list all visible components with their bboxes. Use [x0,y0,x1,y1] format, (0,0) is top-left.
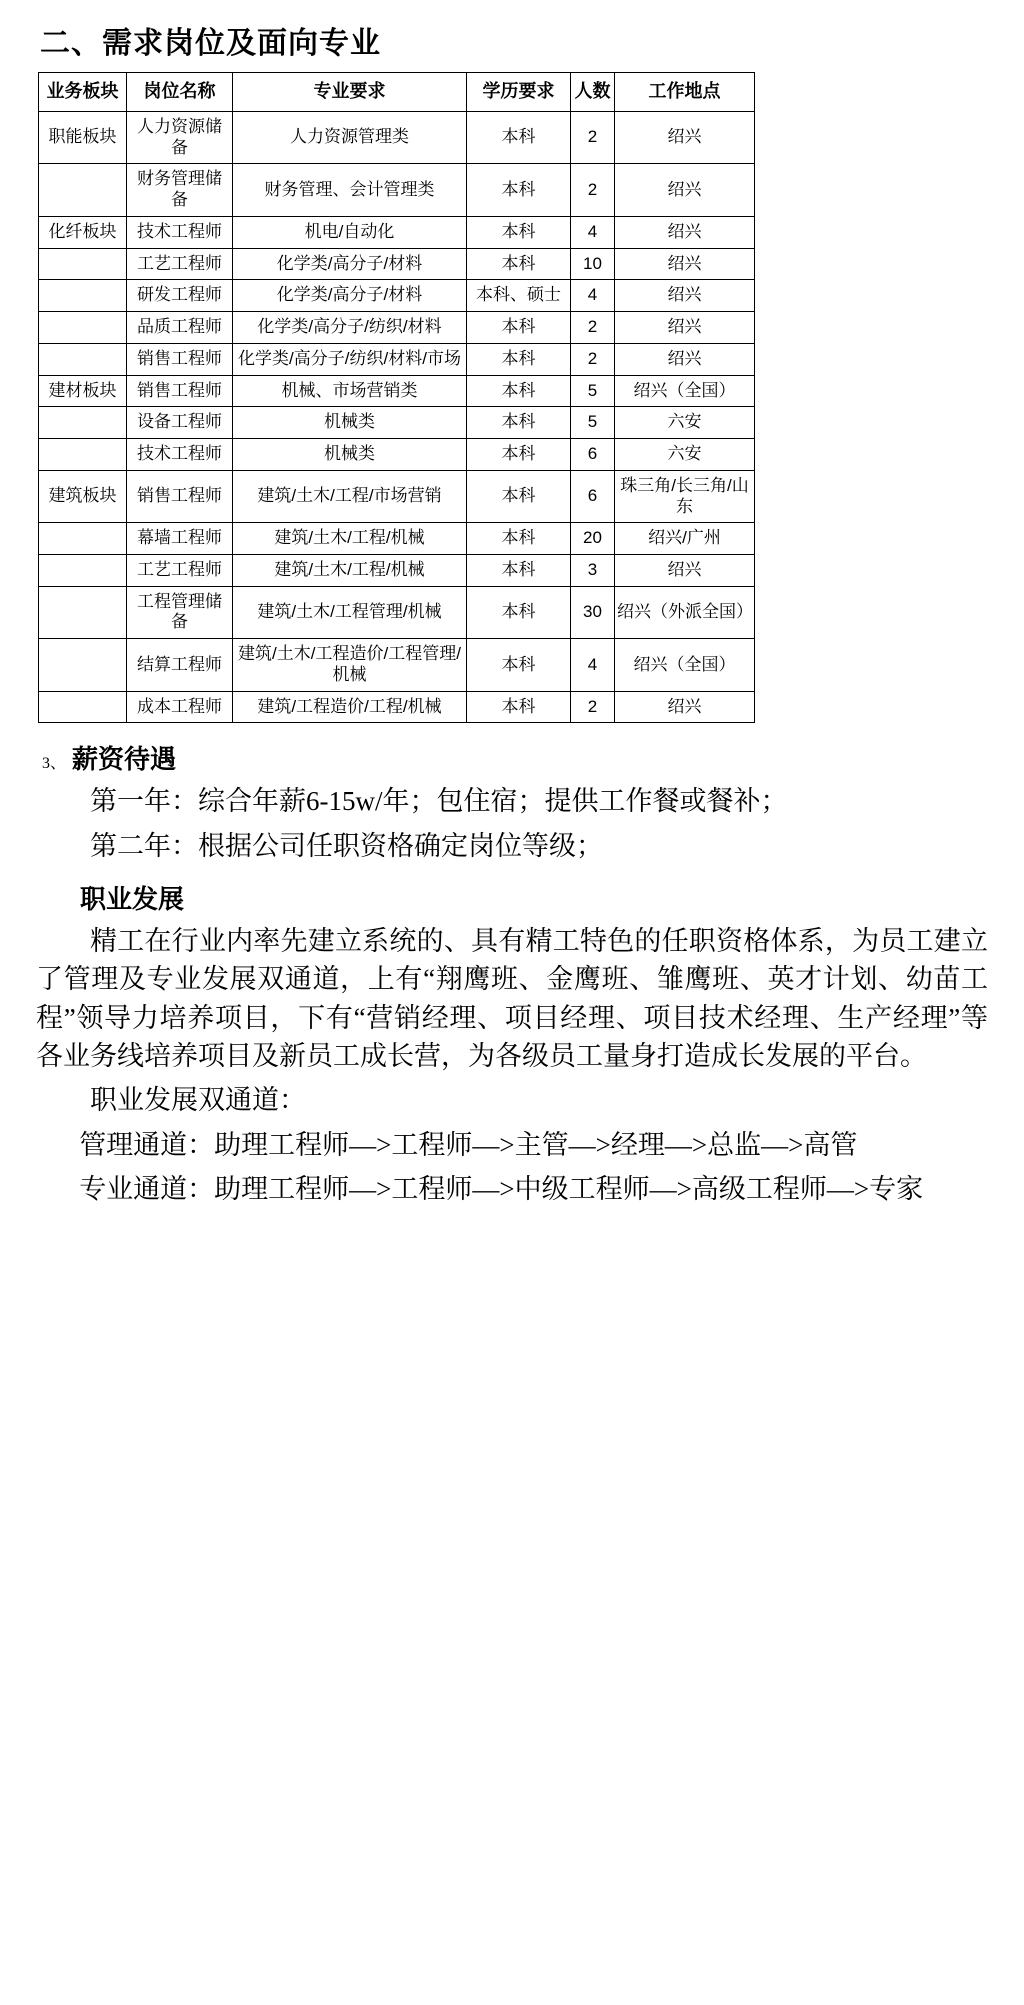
career-paragraph: 精工在行业内率先建立系统的、具有精工特色的任职资格体系，为员工建立了管理及专业发展双通道，上有“翔鹰班、金鹰班、雏鹰班、英才计划、幼苗工程”领导力培养项目，下有“营销经理、项目经理、项目技术经理、生产经理”等各业务线培养项目及新员工成长营，为各级员工量身打造成长发展的平台。 [36,926,988,1072]
dual-channel-label: 职业发展双通道： [90,1085,306,1116]
professional-channel: 专业通道：助理工程师—>工程师—>中级工程师—>高级工程师—>专家 [79,1174,924,1204]
cell-count: 5 [571,375,615,407]
cell-post: 销售工程师 [127,343,233,375]
cell-location: 珠三角/长三角/山东 [615,470,755,522]
table-row [39,691,755,723]
management-channel: 管理通道：助理工程师—>工程师—>主管—>经理—>总监—>高管 [79,1129,858,1160]
cell-major: 建筑/土木/工程管理/机械 [233,586,467,638]
cell-post: 结算工程师 [127,639,233,691]
cell-board: 建材板块 [39,375,127,407]
cell-major: 机械类 [233,407,467,439]
cell-board [39,554,127,586]
table-row [39,343,755,375]
cell-major: 机械类 [233,439,467,471]
cell-count: 20 [571,523,615,555]
cell-board [39,407,127,439]
cell-education: 本科 [467,523,571,555]
cell-count: 2 [571,312,615,344]
table-row [39,248,755,280]
table-row [39,586,755,638]
cell-location: 绍兴 [615,216,755,248]
cell-count: 4 [571,639,615,691]
cell-location: 绍兴 [615,691,755,723]
cell-location: 绍兴 [615,554,755,586]
cell-post: 工程管理储备 [127,586,233,638]
cell-count: 6 [571,470,615,522]
table-row [39,216,755,248]
cell-education: 本科 [467,375,571,407]
cell-major: 机电/自动化 [233,216,467,248]
cell-board: 建筑板块 [39,470,127,522]
cell-education: 本科 [467,111,571,163]
table-row [39,439,755,471]
salary-year-one: 第一年：综合年薪6-15w/年；包住宿；提供工作餐或餐补； [90,786,788,817]
table-row [39,164,755,216]
cell-count: 10 [571,248,615,280]
cell-education: 本科 [467,691,571,723]
cell-post: 工艺工程师 [127,554,233,586]
cell-education: 本科 [467,248,571,280]
cell-board: 化纤板块 [39,216,127,248]
cell-education: 本科 [467,439,571,471]
table-row [39,470,755,522]
cell-major: 化学类/高分子/纺织/材料/市场 [233,343,467,375]
salary-section-heading [42,739,988,776]
table-row [39,639,755,691]
cell-education: 本科 [467,407,571,439]
table-row [39,523,755,555]
column-header-major: 专业要求 [233,73,467,112]
table-header-row [39,73,755,112]
cell-post: 品质工程师 [127,312,233,344]
cell-board [39,523,127,555]
column-header-board: 业务板块 [39,73,127,112]
cell-board [39,343,127,375]
column-header-count: 人数 [571,73,615,112]
cell-major: 建筑/土木/工程/机械 [233,523,467,555]
cell-post: 技术工程师 [127,439,233,471]
cell-location: 绍兴 [615,343,755,375]
job-requirements-table [38,72,755,723]
cell-count: 4 [571,216,615,248]
cell-major: 建筑/土木/工程/机械 [233,554,467,586]
cell-location: 六安 [615,439,755,471]
cell-post: 设备工程师 [127,407,233,439]
cell-major: 化学类/高分子/材料 [233,248,467,280]
cell-post: 销售工程师 [127,470,233,522]
cell-education: 本科 [467,554,571,586]
cell-count: 3 [571,554,615,586]
cell-post: 人力资源储备 [127,111,233,163]
cell-education: 本科 [467,470,571,522]
cell-location: 绍兴（外派全国） [615,586,755,638]
cell-major: 化学类/高分子/纺织/材料 [233,312,467,344]
cell-location: 绍兴/广州 [615,523,755,555]
column-header-education: 学历要求 [467,73,571,112]
cell-board [39,691,127,723]
cell-education: 本科 [467,164,571,216]
cell-location: 绍兴 [615,164,755,216]
cell-post: 销售工程师 [127,375,233,407]
cell-post: 工艺工程师 [127,248,233,280]
cell-major: 财务管理、会计管理类 [233,164,467,216]
cell-count: 2 [571,343,615,375]
cell-count: 2 [571,111,615,163]
cell-count: 30 [571,586,615,638]
cell-location: 绍兴 [615,248,755,280]
salary-section-number: 3、 [42,755,67,773]
table-row [39,312,755,344]
salary-section-title: 薪资待遇 [72,744,177,775]
cell-education: 本科 [467,586,571,638]
cell-board [39,164,127,216]
cell-location: 绍兴 [615,111,755,163]
cell-education: 本科 [467,312,571,344]
cell-education: 本科 [467,216,571,248]
cell-major: 机械、市场营销类 [233,375,467,407]
cell-major: 建筑/工程造价/工程/机械 [233,691,467,723]
cell-location: 绍兴 [615,280,755,312]
cell-major: 人力资源管理类 [233,111,467,163]
table-row [39,111,755,163]
cell-count: 2 [571,164,615,216]
cell-post: 幕墙工程师 [127,523,233,555]
salary-year-two: 第二年：根据公司任职资格确定岗位等级； [90,830,603,861]
cell-count: 2 [571,691,615,723]
cell-post: 成本工程师 [127,691,233,723]
table-row [39,407,755,439]
cell-board [39,639,127,691]
cell-board [39,248,127,280]
cell-count: 4 [571,280,615,312]
cell-board: 职能板块 [39,111,127,163]
cell-board [39,312,127,344]
cell-major: 建筑/土木/工程/市场营销 [233,470,467,522]
table-row [39,280,755,312]
cell-education: 本科、硕士 [467,280,571,312]
cell-board [39,280,127,312]
cell-count: 6 [571,439,615,471]
column-header-location: 工作地点 [615,73,755,112]
cell-post: 研发工程师 [127,280,233,312]
table-row [39,375,755,407]
cell-location: 绍兴 [615,312,755,344]
cell-location: 绍兴（全国） [615,375,755,407]
cell-board [39,586,127,638]
cell-major: 建筑/土木/工程造价/工程管理/机械 [233,639,467,691]
cell-major: 化学类/高分子/材料 [233,280,467,312]
cell-post: 技术工程师 [127,216,233,248]
cell-location: 绍兴（全国） [615,639,755,691]
table-row [39,554,755,586]
cell-board [39,439,127,471]
cell-education: 本科 [467,343,571,375]
page-title: 二、需求岗位及面向专业 [40,27,381,60]
career-section-title: 职业发展 [80,884,185,915]
cell-location: 六安 [615,407,755,439]
cell-count: 5 [571,407,615,439]
column-header-post: 岗位名称 [127,73,233,112]
cell-post: 财务管理储备 [127,164,233,216]
cell-education: 本科 [467,639,571,691]
